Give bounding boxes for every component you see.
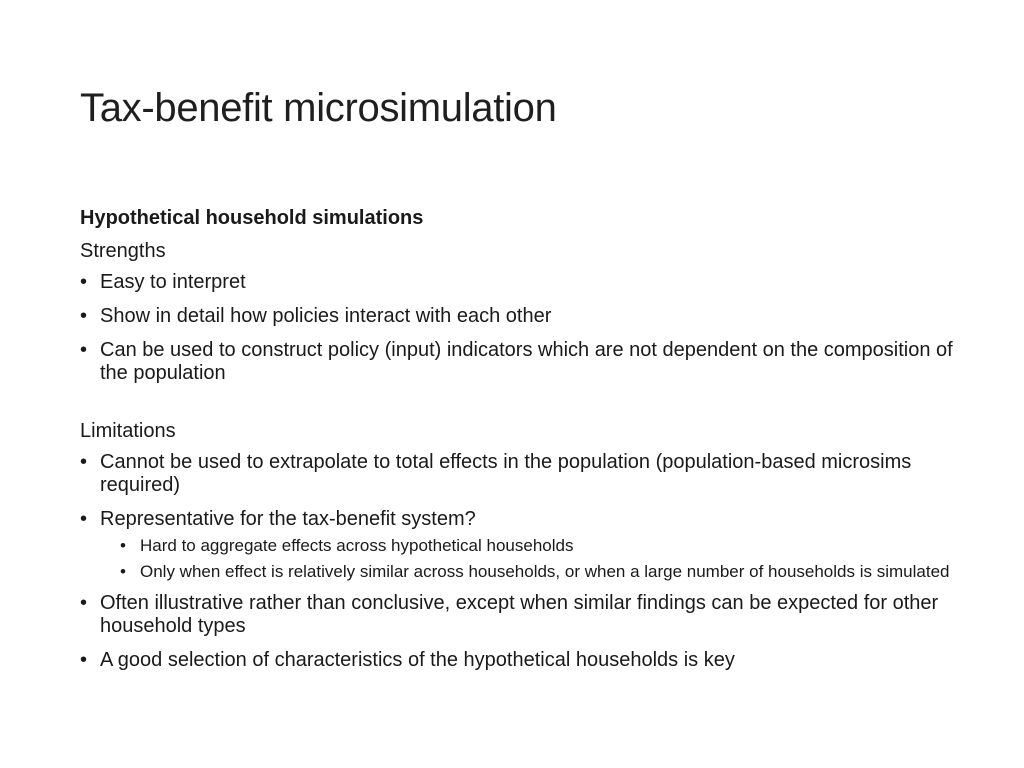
limitation-item-text: Representative for the tax-benefit system? <box>100 508 476 530</box>
limitation-item: • Cannot be used to extrapolate to total effects in the population (population-based microsims required) <box>80 451 960 497</box>
section-heading: Hypothetical household simulations <box>80 207 424 229</box>
limitations-list <box>80 451 960 672</box>
limitation-item-with-sublist <box>80 508 960 581</box>
limitation-item: • Often illustrative rather than conclusive, except when similar findings can be expected for other household types <box>80 592 960 638</box>
limitation-subitem: • Only when effect is relatively similar across households, or when a large number of households is simulated <box>120 562 960 581</box>
limitation-subitem: • Hard to aggregate effects across hypothetical households <box>120 536 960 555</box>
limitations-label: Limitations <box>80 420 176 442</box>
strength-item: • Show in detail how policies interact with each other <box>80 305 960 328</box>
section-spacer <box>80 396 960 418</box>
limitation-item: • A good selection of characteristics of the hypothetical households is key <box>80 649 960 672</box>
strengths-list <box>80 271 960 385</box>
slide-title: Tax-benefit microsimulation <box>80 86 557 130</box>
slide-body <box>80 204 960 683</box>
limitation-sublist <box>100 536 960 581</box>
strength-item: • Can be used to construct policy (input) indicators which are not dependent on the composition of the population <box>80 339 960 385</box>
strengths-label: Strengths <box>80 240 166 262</box>
strength-item: • Easy to interpret <box>80 271 960 294</box>
